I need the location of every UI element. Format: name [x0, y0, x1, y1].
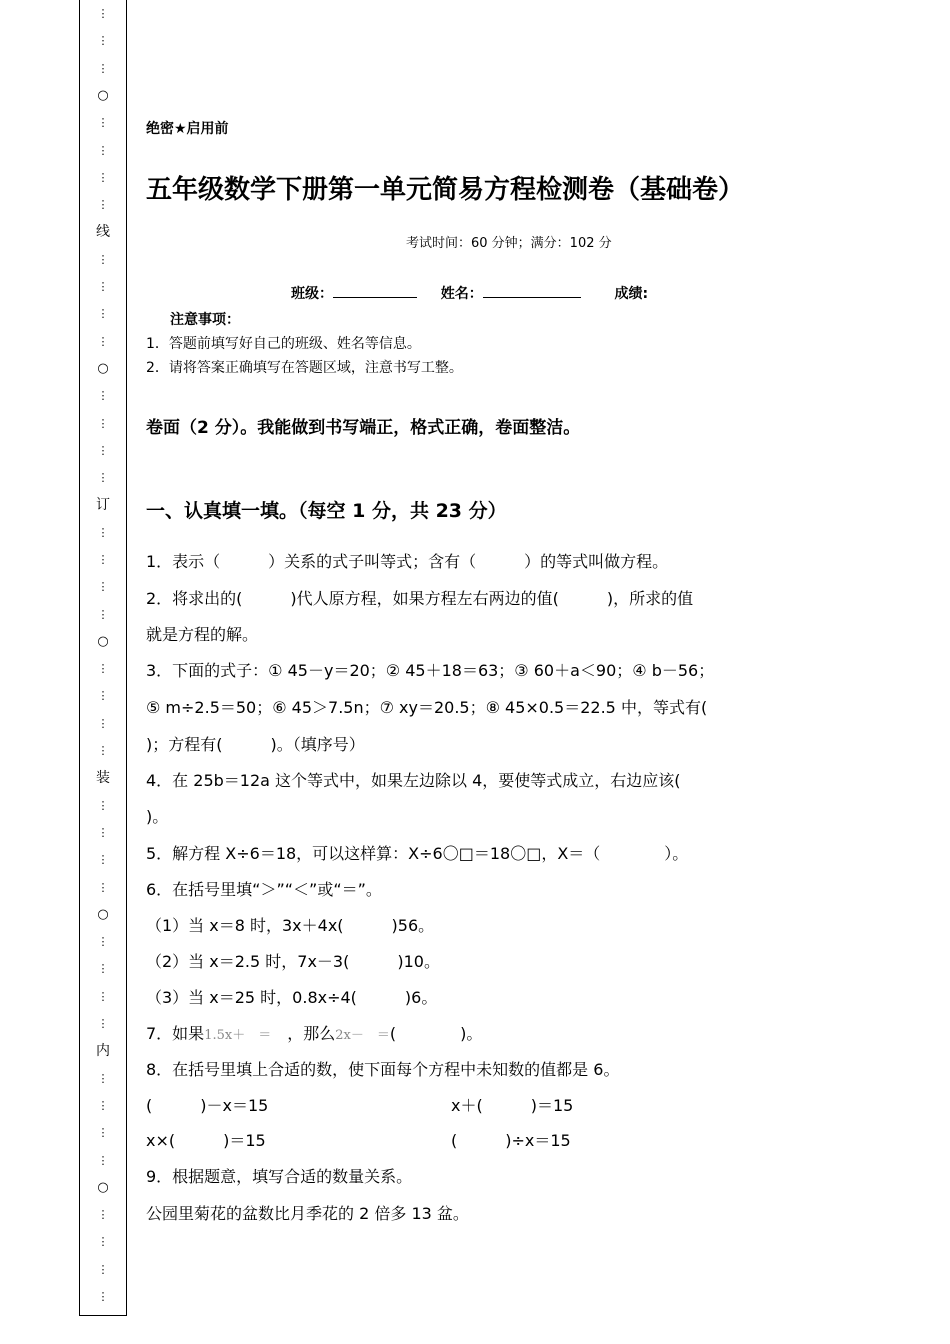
neatness-note: 卷面（2 分）。我能做到书写端正，格式正确，卷面整洁。 — [146, 418, 581, 438]
binding-word: 内 — [96, 1043, 110, 1059]
binding-dot: ⋮ — [97, 144, 109, 157]
class-blank[interactable] — [333, 283, 417, 298]
question-6-2: （2）当 x＝2.5 时，7x－3( )10。 — [146, 952, 440, 971]
score-label: 成绩: — [614, 286, 649, 302]
binding-dot: ⋮ — [97, 990, 109, 1003]
q7-expr1: 1.5x＋ ＝ — [204, 1028, 272, 1043]
class-label: 班级： — [291, 286, 333, 302]
notice-item-1: 1．答题前填写好自己的班级、姓名等信息。 — [146, 336, 421, 352]
question-4: 4．在 25b＝12a 这个等式中，如果左边除以 4，要使等式成立，右边应该( — [146, 771, 681, 790]
binding-circle: ○ — [97, 1180, 109, 1195]
binding-circle: ○ — [97, 634, 109, 649]
question-6-3: （3）当 x＝25 时，0.8x÷4( )6。 — [146, 988, 438, 1007]
question-6-1: （1）当 x＝8 时，3x＋4x( )56。 — [146, 916, 435, 935]
binding-dot: ⋮ — [97, 1072, 109, 1085]
notice-title: 注意事项： — [170, 312, 240, 328]
q7-suffix: ( )。 — [389, 1024, 483, 1043]
binding-dot: ⋮ — [97, 826, 109, 839]
binding-dot: ⋮ — [97, 744, 109, 757]
question-9-text: 公园里菊花的盆数比月季花的 2 倍多 13 盆。 — [146, 1204, 469, 1223]
name-label: 姓名： — [440, 286, 483, 302]
student-fields — [291, 283, 648, 305]
q8-equation-a: ( )－x＝15 — [146, 1096, 269, 1115]
q8-equation-c: x×( )＝15 — [146, 1131, 266, 1150]
binding-dot: ⋮ — [97, 526, 109, 539]
binding-dot: ⋮ — [97, 580, 109, 593]
binding-dot: ⋮ — [97, 280, 109, 293]
binding-dot: ⋮ — [97, 853, 109, 866]
question-3-cont: ⑤ m÷2.5＝50；⑥ 45＞7.5n；⑦ xy＝20.5；⑧ 45×0.5＝22.5 中，等式有( — [146, 698, 708, 717]
binding-dot: ⋮ — [97, 335, 109, 348]
q8-equation-d: ( )÷x＝15 — [451, 1131, 571, 1150]
binding-dot: ⋮ — [97, 34, 109, 47]
binding-dot: ⋮ — [97, 1017, 109, 1030]
binding-dot: ⋮ — [97, 389, 109, 402]
exam-info: 考试时间：60 分钟；满分：102 分 — [406, 236, 612, 251]
binding-dot: ⋮ — [97, 1290, 109, 1303]
question-3-end: )；方程有( )。（填序号） — [146, 735, 365, 754]
binding-dot: ⋮ — [97, 171, 109, 184]
binding-dot: ⋮ — [97, 307, 109, 320]
binding-dot: ⋮ — [97, 962, 109, 975]
q7-mid: ，那么 — [271, 1024, 336, 1043]
binding-dot: ⋮ — [97, 1099, 109, 1112]
binding-dot: ⋮ — [97, 717, 109, 730]
binding-dot: ⋮ — [97, 881, 109, 894]
binding-dot: ⋮ — [97, 608, 109, 621]
binding-dot: ⋮ — [97, 1263, 109, 1276]
exam-title: 五年级数学下册第一单元简易方程检测卷（基础卷） — [146, 175, 745, 205]
binding-circle: ○ — [97, 907, 109, 922]
binding-dot: ⋮ — [97, 62, 109, 75]
question-3: 3．下面的式子：① 45－y＝20；② 45＋18＝63；③ 60＋a＜90；④ b－56； — [146, 661, 715, 680]
question-2-cont: 就是方程的解。 — [146, 625, 259, 644]
binding-dot: ⋮ — [97, 1126, 109, 1139]
notice-item-2: 2．请将答案正确填写在答题区域，注意书写工整。 — [146, 360, 463, 376]
binding-dot: ⋮ — [97, 198, 109, 211]
binding-word: 订 — [96, 497, 110, 513]
binding-dot: ⋮ — [97, 7, 109, 20]
binding-dot: ⋮ — [97, 553, 109, 566]
binding-dot: ⋮ — [97, 471, 109, 484]
binding-dot: ⋮ — [97, 662, 109, 675]
name-blank[interactable] — [483, 283, 581, 298]
question-7 — [146, 1023, 482, 1047]
binding-dot: ⋮ — [97, 417, 109, 430]
binding-margin — [79, 0, 127, 1316]
binding-dot: ⋮ — [97, 1208, 109, 1221]
question-2: 2．将求出的( )代人原方程，如果方程左右两边的值( )，所求的值 — [146, 589, 694, 608]
confidential-label: 绝密★启用前 — [146, 121, 229, 137]
binding-circle: ○ — [97, 361, 109, 376]
binding-dot: ⋮ — [97, 444, 109, 457]
question-1: 1．表示（ ）关系的式子叫等式；含有（ ）的等式叫做方程。 — [146, 552, 669, 571]
question-4-end: )。 — [146, 807, 169, 826]
binding-dot: ⋮ — [97, 1235, 109, 1248]
binding-circle: ○ — [97, 88, 109, 103]
question-5: 5．解方程 X÷6＝18，可以这样算：X÷6〇□＝18〇□，X＝（ ）。 — [146, 844, 689, 863]
section1-heading: 一、认真填一填。（每空 1 分，共 23 分） — [146, 500, 507, 522]
binding-dot: ⋮ — [97, 1154, 109, 1167]
binding-word: 装 — [96, 770, 110, 786]
question-8: 8．在括号里填上合适的数，使下面每个方程中未知数的值都是 6。 — [146, 1060, 620, 1079]
binding-dot: ⋮ — [97, 253, 109, 266]
binding-dot: ⋮ — [97, 689, 109, 702]
question-6: 6．在括号里填“＞”“＜”或“＝”。 — [146, 880, 382, 899]
q8-equation-b: x＋( )＝15 — [451, 1096, 574, 1115]
binding-dot: ⋮ — [97, 935, 109, 948]
q7-prefix: 7．如果 — [146, 1024, 205, 1043]
question-9: 9．根据题意，填写合适的数量关系。 — [146, 1167, 413, 1186]
binding-dot: ⋮ — [97, 799, 109, 812]
q7-expr2: 2x－ ＝ — [335, 1028, 390, 1043]
binding-word: 线 — [96, 224, 110, 240]
binding-dot: ⋮ — [97, 116, 109, 129]
